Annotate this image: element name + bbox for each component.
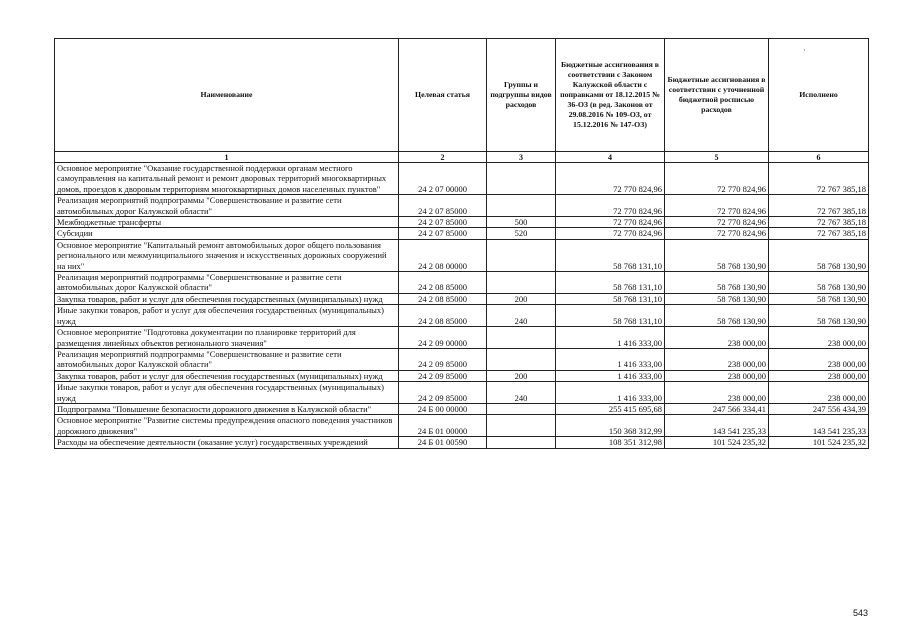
refined-allocation-cell: 101 524 235,32 [665, 437, 769, 448]
header-expense-group: Группы и подгруппы видов расходов [487, 39, 556, 152]
executed-cell: 143 541 235,33 [769, 415, 869, 437]
target-article-cell: 24 2 07 85000 [399, 228, 487, 239]
target-article-cell: 24 2 07 85000 [399, 195, 487, 217]
table-row [55, 228, 869, 239]
refined-allocation-cell: 238 000,00 [665, 348, 769, 370]
column-number: 3 [487, 152, 556, 163]
table-row [55, 163, 869, 195]
target-article-cell: 24 2 07 00000 [399, 163, 487, 195]
target-article-cell: 24 2 08 85000 [399, 272, 487, 294]
target-article-cell: 24 2 09 85000 [399, 370, 487, 381]
header-executed: Исполнено [769, 39, 869, 152]
executed-cell: 238 000,00 [769, 327, 869, 349]
executed-cell: 238 000,00 [769, 370, 869, 381]
expense-group-cell [487, 348, 556, 370]
executed-cell: 58 768 130,90 [769, 239, 869, 271]
refined-allocation-cell: 58 768 130,90 [665, 272, 769, 294]
target-article-cell: 24 2 08 00000 [399, 239, 487, 271]
page-number: 543 [852, 608, 868, 618]
table-row [55, 272, 869, 294]
law-allocation-cell: 1 416 333,00 [556, 382, 665, 404]
refined-allocation-cell: 58 768 130,90 [665, 293, 769, 304]
column-number: 4 [556, 152, 665, 163]
executed-cell: 72 767 385,18 [769, 195, 869, 217]
expense-group-cell [487, 403, 556, 414]
target-article-cell: 24 2 09 00000 [399, 327, 487, 349]
executed-cell: 72 767 385,18 [769, 163, 869, 195]
column-number: 5 [665, 152, 769, 163]
header-law-allocations: Бюджетные ассигнования в соответствии с Законом Калужской области с поправками от 18.12.2015 № 36-ОЗ (в ред. Законов от 29.08.2016 № 109-ОЗ, от 15.12.2016 № 147-ОЗ) [556, 39, 665, 152]
law-allocation-cell: 255 415 695,68 [556, 403, 665, 414]
expense-group-cell [487, 415, 556, 437]
expense-group-cell [487, 163, 556, 195]
table-row [55, 437, 869, 448]
row-name-cell: Подпрограмма "Повышение безопасности дорожного движения в Калужской области" [55, 403, 399, 414]
law-allocation-cell: 58 768 131,10 [556, 305, 665, 327]
target-article-cell: 24 2 08 85000 [399, 305, 487, 327]
law-allocation-cell: 108 351 312,98 [556, 437, 665, 448]
row-name-cell: Основное мероприятие "Оказание государственной поддержки органам местного самоуправления на капитальный ремонт и ремонт дворовых территорий многоквартирных домов, проездов к дворовым территориям многоквартирных домов населенных пунктов" [55, 163, 399, 195]
law-allocation-cell: 72 770 824,96 [556, 195, 665, 217]
refined-allocation-cell: 72 770 824,96 [665, 195, 769, 217]
refined-allocation-cell: 72 770 824,96 [665, 217, 769, 228]
row-name-cell: Иные закупки товаров, работ и услуг для обеспечения государственных (муниципальных) нужд [55, 305, 399, 327]
header-refined-allocations: Бюджетные ассигнования в соответствии с уточненной бюджетной росписью расходов [665, 39, 769, 152]
table-row [55, 370, 869, 381]
target-article-cell: 24 2 07 85000 [399, 217, 487, 228]
expense-group-cell [487, 272, 556, 294]
row-name-cell: Основное мероприятие "Развитие системы предупреждения опасного поведения участников дорожного движения" [55, 415, 399, 437]
executed-cell: 58 768 130,90 [769, 293, 869, 304]
target-article-cell: 24 Б 00 00000 [399, 403, 487, 414]
executed-cell: 58 768 130,90 [769, 305, 869, 327]
table-row [55, 293, 869, 304]
row-name-cell: Расходы на обеспечение деятельности (оказание услуг) государственных учреждений [55, 437, 399, 448]
header-name: Наименование [55, 39, 399, 152]
header-target-article: Целевая статья [399, 39, 487, 152]
expense-group-cell [487, 437, 556, 448]
expense-group-cell [487, 327, 556, 349]
refined-allocation-cell: 238 000,00 [665, 382, 769, 404]
table-row [55, 195, 869, 217]
refined-allocation-cell: 72 770 824,96 [665, 163, 769, 195]
row-name-cell: Закупка товаров, работ и услуг для обеспечения государственных (муниципальных) нужд [55, 293, 399, 304]
law-allocation-cell: 150 368 312,99 [556, 415, 665, 437]
table-body [55, 152, 869, 449]
expense-group-cell: 240 [487, 305, 556, 327]
executed-cell: 238 000,00 [769, 348, 869, 370]
row-name-cell: Закупка товаров, работ и услуг для обеспечения государственных (муниципальных) нужд [55, 370, 399, 381]
executed-cell: 238 000,00 [769, 382, 869, 404]
refined-allocation-cell: 58 768 130,90 [665, 239, 769, 271]
budget-table [54, 38, 869, 449]
row-name-cell: Реализация мероприятий подпрограммы "Совершенствование и развитие сети автомобильных дорог Калужской области" [55, 348, 399, 370]
target-article-cell: 24 2 09 85000 [399, 348, 487, 370]
row-name-cell: Реализация мероприятий подпрограммы "Совершенствование и развитие сети автомобильных дорог Калужской области" [55, 272, 399, 294]
row-name-cell: Межбюджетные трансферты [55, 217, 399, 228]
refined-allocation-cell: 143 541 235,33 [665, 415, 769, 437]
law-allocation-cell: 58 768 131,10 [556, 272, 665, 294]
law-allocation-cell: 58 768 131,10 [556, 239, 665, 271]
executed-cell: 58 768 130,90 [769, 272, 869, 294]
expense-group-cell: 520 [487, 228, 556, 239]
refined-allocation-cell: 72 770 824,96 [665, 228, 769, 239]
row-name-cell: Субсидии [55, 228, 399, 239]
expense-group-cell: 200 [487, 370, 556, 381]
target-article-cell: 24 Б 01 00590 [399, 437, 487, 448]
expense-group-cell: 500 [487, 217, 556, 228]
target-article-cell: 24 Б 01 00000 [399, 415, 487, 437]
row-name-cell: Реализация мероприятий подпрограммы "Совершенствование и развитие сети автомобильных дорог Калужской области" [55, 195, 399, 217]
refined-allocation-cell: 238 000,00 [665, 370, 769, 381]
table-row [55, 327, 869, 349]
table-row [55, 348, 869, 370]
executed-cell: 101 524 235,32 [769, 437, 869, 448]
expense-group-cell [487, 239, 556, 271]
column-number: 6 [769, 152, 869, 163]
table-row [55, 217, 869, 228]
scan-mark: · [803, 46, 806, 55]
law-allocation-cell: 72 770 824,96 [556, 228, 665, 239]
law-allocation-cell: 72 770 824,96 [556, 217, 665, 228]
column-number: 2 [399, 152, 487, 163]
row-name-cell: Основное мероприятие "Подготовка документации по планировке территорий для размещения линейных объектов регионального значения" [55, 327, 399, 349]
expense-group-cell: 200 [487, 293, 556, 304]
law-allocation-cell: 58 768 131,10 [556, 293, 665, 304]
table-row [55, 415, 869, 437]
law-allocation-cell: 1 416 333,00 [556, 327, 665, 349]
table-row [55, 403, 869, 414]
target-article-cell: 24 2 09 85000 [399, 382, 487, 404]
law-allocation-cell: 1 416 333,00 [556, 348, 665, 370]
row-name-cell: Иные закупки товаров, работ и услуг для обеспечения государственных (муниципальных) нужд [55, 382, 399, 404]
refined-allocation-cell: 247 566 334,41 [665, 403, 769, 414]
row-name-cell: Основное мероприятие "Капитальный ремонт автомобильных дорог общего пользования регионального или межмуниципального значения и искусственных дорожных сооружений на них" [55, 239, 399, 271]
table-row [55, 305, 869, 327]
executed-cell: 72 767 385,18 [769, 217, 869, 228]
column-number-row [55, 152, 869, 163]
table-header [55, 39, 869, 152]
table-row [55, 382, 869, 404]
target-article-cell: 24 2 08 85000 [399, 293, 487, 304]
expense-group-cell [487, 195, 556, 217]
column-number: 1 [55, 152, 399, 163]
table-row [55, 239, 869, 271]
law-allocation-cell: 1 416 333,00 [556, 370, 665, 381]
refined-allocation-cell: 58 768 130,90 [665, 305, 769, 327]
executed-cell: 72 767 385,18 [769, 228, 869, 239]
executed-cell: 247 556 434,39 [769, 403, 869, 414]
refined-allocation-cell: 238 000,00 [665, 327, 769, 349]
expense-group-cell: 240 [487, 382, 556, 404]
law-allocation-cell: 72 770 824,96 [556, 163, 665, 195]
